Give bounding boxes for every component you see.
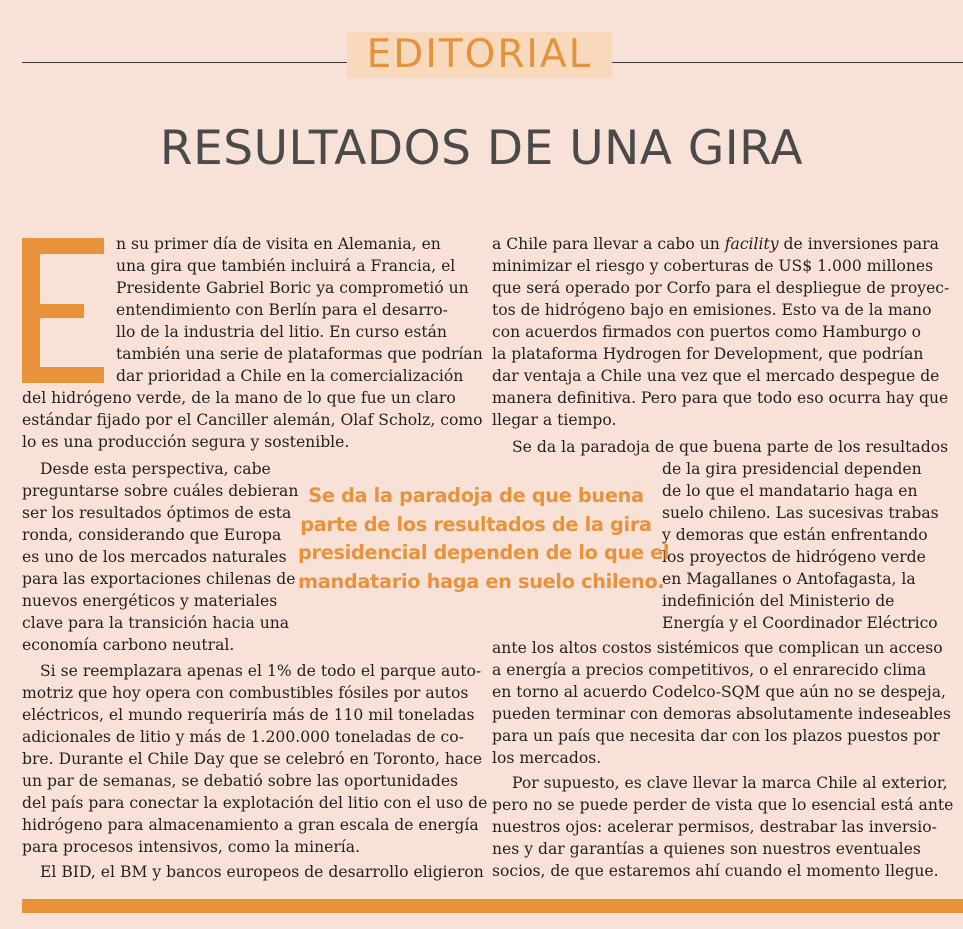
article-line: ser los resultados óptimos de esta bbox=[22, 504, 292, 522]
header-rule-left bbox=[22, 62, 347, 63]
article-line: también una serie de plataformas que podrían bbox=[116, 345, 483, 363]
pull-quote bbox=[298, 482, 670, 596]
article-line: adicionales de litio y más de 1.200.000 toneladas de co- bbox=[22, 728, 464, 746]
article-line: n su primer día de visita en Alemania, en bbox=[116, 235, 441, 253]
article-line: los proyectos de hidrógeno verde bbox=[662, 548, 926, 566]
article-line: manera definitiva. Pero para que todo eso ocurra hay que bbox=[492, 389, 949, 407]
article-line: llegar a tiempo. bbox=[492, 411, 617, 429]
article-line: tos de hidrógeno bajo en emisiones. Esto va de la mano bbox=[492, 301, 932, 319]
pull-quote-line: presidencial dependen de lo que el bbox=[298, 541, 670, 564]
article-line: minimizar el riesgo y coberturas de US$ 1.000 millones bbox=[492, 257, 934, 275]
pull-quote-line: Se da la paradoja de que buena bbox=[308, 484, 644, 507]
article-line: para un país que necesita dar con los plazos puestos por bbox=[492, 727, 940, 745]
article-line: dar prioridad a Chile en la comercialización bbox=[116, 367, 464, 385]
article-line: indefinición del Ministerio de bbox=[662, 592, 895, 610]
article-line: Por supuesto, es clave llevar la marca Chile al exterior, bbox=[512, 774, 948, 792]
article-line: estándar fijado por el Canciller alemán, Olaf Scholz, como bbox=[22, 411, 483, 429]
article-line: los mercados. bbox=[492, 749, 602, 767]
article-line: que será operado por Corfo para el despliegue de proyec- bbox=[492, 279, 950, 297]
article-line: nuestros ojos: acelerar permisos, destrabar las inversio- bbox=[492, 818, 937, 836]
article-line: a Chile para llevar a cabo un facility de inversiones para bbox=[492, 235, 939, 253]
article-line: Presidente Gabriel Boric ya comprometió un bbox=[116, 279, 469, 297]
drop-cap bbox=[22, 238, 104, 383]
article-line: del hidrógeno verde, de la mano de lo que fue un claro bbox=[22, 389, 456, 407]
pull-quote-line: parte de los resultados de la gira bbox=[300, 512, 652, 536]
article-line: en Magallanes o Antofagasta, la bbox=[662, 570, 916, 588]
article-line: El BID, el BM y bancos europeos de desarrollo eligieron bbox=[40, 863, 484, 881]
article-line: preguntarse sobre cuáles debieran bbox=[22, 482, 299, 500]
article-line: dar ventaja a Chile una vez que el mercado despegue de bbox=[492, 367, 940, 385]
article-line: del país para conectar la explotación del litio con el uso de bbox=[22, 794, 488, 812]
drop-cap-letter bbox=[22, 383, 23, 384]
article-line: pero no se puede perder de vista que lo esencial está ante bbox=[492, 796, 954, 814]
pull-quote-line: mandatario haga en suelo chileno. bbox=[298, 569, 665, 593]
article-line: de lo que el mandatario haga en bbox=[662, 482, 918, 500]
article-line: nuevos energéticos y materiales bbox=[22, 592, 278, 610]
article-line: ronda, considerando que Europa bbox=[22, 526, 282, 544]
article-line: Desde esta perspectiva, cabe bbox=[40, 460, 271, 478]
article-line: un par de semanas, se debatió sobre las oportunidades bbox=[22, 772, 459, 790]
article-line: para las exportaciones chilenas de bbox=[22, 570, 296, 588]
bottom-accent-bar bbox=[22, 899, 963, 913]
headline: RESULTADOS DE UNA GIRA bbox=[159, 121, 804, 176]
article-line: clave para la transición hacia una bbox=[22, 614, 290, 632]
article-line: ante los altos costos sistémicos que complican un acceso bbox=[492, 639, 943, 657]
article-line: economía carbono neutral. bbox=[22, 636, 235, 654]
article-line: bre. Durante el Chile Day que se celebró en Toronto, hace bbox=[22, 750, 483, 768]
article-line: pueden terminar con demoras absolutamente indeseables bbox=[492, 705, 951, 723]
article-line: suelo chileno. Las sucesivas trabas bbox=[662, 504, 939, 522]
article-line: en torno al acuerdo Codelco-SQM que aún no se despeja, bbox=[492, 683, 946, 701]
article-line: con acuerdos firmados con puertos como Hamburgo o bbox=[492, 323, 922, 341]
section-label: EDITORIAL bbox=[347, 32, 612, 78]
article-line: para procesos intensivos, como la minería. bbox=[22, 838, 361, 856]
article-line: lo es una producción segura y sostenible. bbox=[22, 433, 350, 451]
article-line: es uno de los mercados naturales bbox=[22, 548, 287, 566]
article-line: eléctricos, el mundo requeriría más de 110 mil toneladas bbox=[22, 706, 475, 724]
article-line: una gira que también incluirá a Francia, el bbox=[116, 257, 456, 275]
article-line: Energía y el Coordinador Eléctrico bbox=[662, 614, 938, 632]
header-rule-right bbox=[612, 62, 963, 63]
article-line: motriz que hoy opera con combustibles fósiles por autos bbox=[22, 684, 469, 702]
article-line: entendimiento con Berlín para el desarro- bbox=[116, 301, 448, 319]
article-line: a energía a precios competitivos, o el enrarecido clima bbox=[492, 661, 927, 679]
article-line: socios, de que estaremos ahí cuando el momento llegue. bbox=[492, 862, 939, 880]
article-line: llo de la industria del litio. En curso están bbox=[116, 323, 447, 341]
article-line: nes y dar garantías a quienes son nuestros eventuales bbox=[492, 840, 921, 858]
article-line: y demoras que están enfrentando bbox=[662, 526, 928, 544]
article-line: de la gira presidencial dependen bbox=[662, 460, 922, 478]
article-line: Se da la paradoja de que buena parte de los resultados bbox=[512, 438, 949, 456]
article-line: hidrógeno para almacenamiento a gran escala de energía bbox=[22, 816, 479, 834]
article-line: la plataforma Hydrogen for Development, que podrían bbox=[492, 345, 924, 363]
article-line: Si se reemplazara apenas el 1% de todo el parque auto- bbox=[40, 662, 482, 680]
